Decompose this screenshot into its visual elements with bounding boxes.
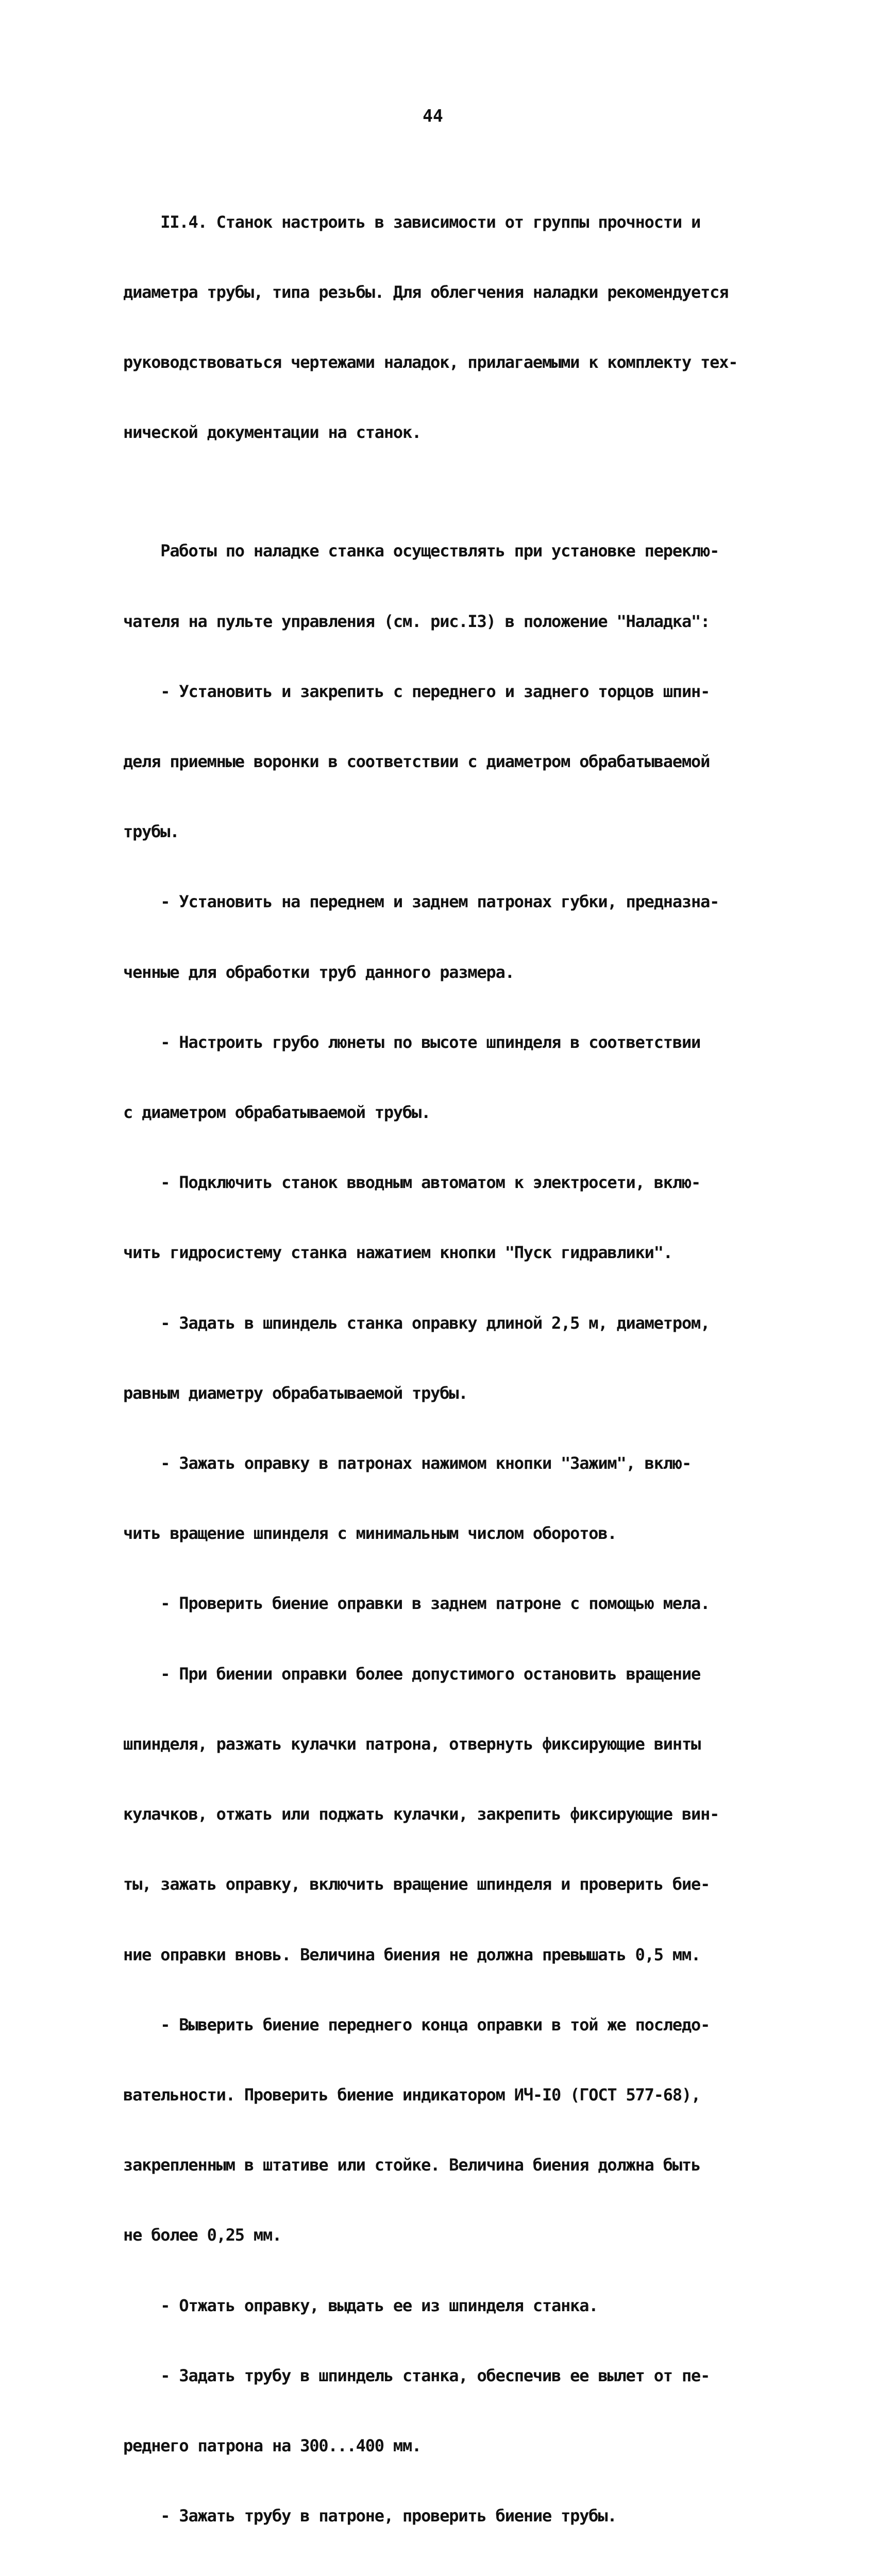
text-line: - Подключить станок вводным автоматом к электросети, вклю- [123, 1173, 701, 1193]
text-line: чателя на пульте управления (см. рис.I3) в положение "Наладка": [123, 611, 710, 631]
text-line: - Выверить биение переднего конца оправки в той же последо- [123, 2014, 710, 2035]
text-line: диаметра трубы, типа резьбы. Для облегчения наладки рекомендуется [123, 282, 729, 302]
text-line: - Задать в шпиндель станка оправку длиной 2,5 м, диаметром, [123, 1313, 710, 1333]
text-line: Работы по наладке станка осуществлять при установке переклю- [123, 541, 719, 561]
text-line: нической документации на станок. [123, 422, 422, 443]
text-line: шпинделя, разжать кулачки патрона, отвернуть фиксирующие винты [123, 1734, 701, 1754]
text-line: - Настроить грубо люнеты по высоте шпинделя в соответствии [123, 1032, 701, 1052]
text-line: трубы. [123, 822, 179, 842]
text-line: - При биении оправки более допустимого остановить вращение [123, 1664, 701, 1684]
text-line: руководствоваться чертежами наладок, прилагаемыми к комплекту тех- [123, 352, 738, 372]
text-line: - Установить на переднем и заднем патронах губки, предназна- [123, 892, 719, 912]
text-line: деля приемные воронки в соответствии с диаметром обрабатываемой [123, 752, 710, 772]
text-line: чить гидросистему станка нажатием кнопки "Пуск гидравлики". [123, 1243, 672, 1263]
text-line: равным диаметру обрабатываемой трубы. [123, 1383, 468, 1403]
text-line: II.4. Станок настроить в зависимости от группы прочности и [123, 212, 701, 232]
text-line: реднего патрона на 300...400 мм. [123, 2435, 422, 2455]
text-line: - Задать трубу в шпиндель станка, обеспечив ее вылет от пе- [123, 2365, 710, 2385]
text-line: закрепленным в штативе или стойке. Величина биения должна быть [123, 2155, 701, 2175]
text-line: не более 0,25 мм. [123, 2225, 282, 2245]
text-line: - Отжать оправку, выдать ее из шпинделя станка. [123, 2295, 598, 2315]
text-line: кулачков, отжать или поджать кулачки, закрепить фиксирующие вин- [123, 1804, 719, 1824]
text-line: вательности. Проверить биение индикатором ИЧ-I0 (ГОСТ 577-68), [123, 2084, 701, 2105]
text-line: ние оправки вновь. Величина биения не должна превышать 0,5 мм. [123, 1944, 701, 1964]
text-line: - Проверить биение оправки в заднем патроне с помощью мела. [123, 1594, 710, 1614]
text-line: - Установить и закрепить с переднего и заднего торцов шпин- [123, 681, 710, 701]
text-line: - Зажать трубу в патроне, проверить биение трубы. [123, 2506, 617, 2526]
text-line: с диаметром обрабатываемой трубы. [123, 1103, 431, 1123]
text-line: чить вращение шпинделя с минимальным числом оборотов. [123, 1523, 617, 1544]
text-line: ты, зажать оправку, включить вращение шпинделя и проверить бие- [123, 1874, 710, 1894]
text-line: - Зажать оправку в патронах нажимом кнопки "Зажим", вклю- [123, 1453, 692, 1473]
page-number: 44 [423, 106, 443, 126]
body-text [123, 164, 762, 2576]
text-line: ченные для обработки труб данного размера. [123, 962, 514, 982]
